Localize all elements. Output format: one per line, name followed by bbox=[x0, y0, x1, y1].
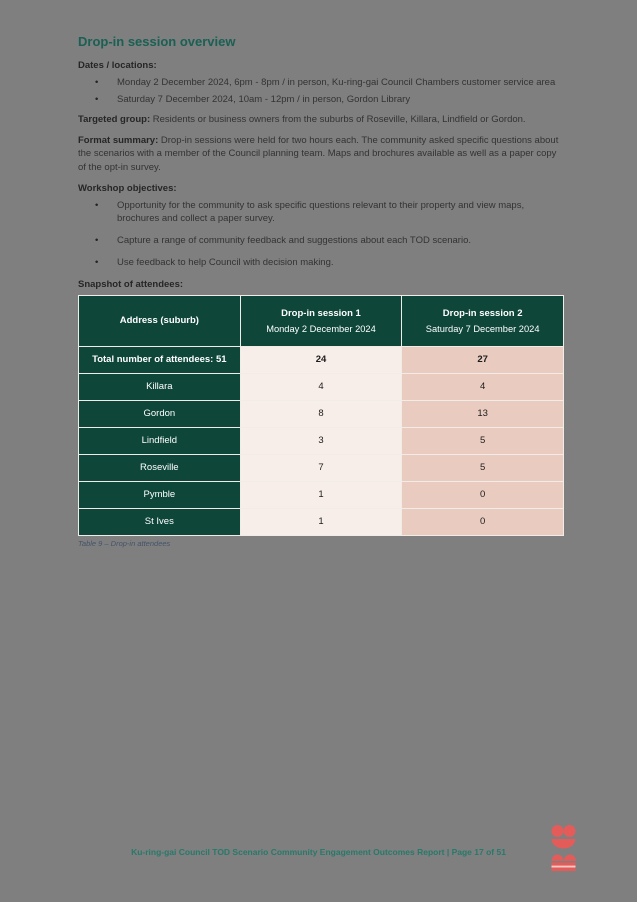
session-1-value: 7 bbox=[240, 454, 402, 481]
session-1-value: 1 bbox=[240, 481, 402, 508]
snapshot-attendees-label: Snapshot of attendees: bbox=[78, 278, 184, 290]
format-summary-text: Drop-in sessions were held for two hours each. The community asked specific questions about the scenarios with a member of the Council planning team. Maps and brochures available as well as a paper copy of the opt-in survey. bbox=[78, 134, 559, 173]
table-row bbox=[79, 481, 564, 508]
bullet-text: Monday 2 December 2024, 6pm - 8pm / in person, Ku-ring-gai Council Chambers customer service area bbox=[117, 77, 556, 88]
session-2-value: 0 bbox=[402, 508, 564, 535]
session-2-value: 27 bbox=[402, 346, 564, 373]
session-1-value: 3 bbox=[240, 427, 402, 454]
dates-locations-label: Dates / locations: bbox=[78, 60, 157, 71]
row-label: Roseville bbox=[79, 454, 241, 481]
session-2-title: Drop-in session 2 bbox=[442, 307, 523, 319]
bullet-item bbox=[95, 76, 564, 89]
workshop-objectives-label: Workshop objectives: bbox=[78, 183, 177, 195]
header-session-1 bbox=[240, 295, 402, 346]
session-2-date: Saturday 7 December 2024 bbox=[425, 323, 540, 334]
row-label: Gordon bbox=[79, 400, 241, 427]
bullet-item bbox=[95, 256, 564, 269]
session-1-value: 4 bbox=[240, 373, 402, 400]
targeted-group-label: Targeted group: bbox=[78, 114, 151, 126]
row-label: Killara bbox=[79, 373, 241, 400]
attendees-table-body bbox=[79, 346, 564, 535]
header-address-suburb: Address (suburb) bbox=[79, 295, 241, 346]
bullet-item bbox=[95, 199, 564, 225]
table-row bbox=[79, 427, 564, 454]
kuringgai-council-logo-icon bbox=[551, 825, 576, 871]
bullet-item bbox=[95, 93, 564, 106]
session-2-value: 5 bbox=[402, 454, 564, 481]
row-label: St Ives bbox=[79, 508, 241, 535]
session-1-date: Monday 2 December 2024 bbox=[266, 323, 376, 334]
row-label: Total number of attendees: 51 bbox=[79, 346, 241, 373]
bullet-text: Saturday 7 December 2024, 10am - 12pm / in person, Gordon Library bbox=[117, 94, 411, 106]
attendees-table-header bbox=[79, 295, 564, 346]
session-1-value: 8 bbox=[240, 400, 402, 427]
session-1-title: Drop-in session 1 bbox=[281, 307, 361, 319]
targeted-group-paragraph bbox=[78, 113, 564, 126]
row-label: Lindfield bbox=[79, 427, 241, 454]
footer-text: Ku-ring-gai Council TOD Scenario Community Engagement Outcomes Report | Page 17 of 51 bbox=[131, 847, 506, 857]
table-row bbox=[79, 454, 564, 481]
format-summary-label: Format summary: bbox=[78, 134, 159, 146]
session-2-value: 4 bbox=[402, 373, 564, 400]
objectives-bullet-list bbox=[95, 199, 564, 269]
bullet-item bbox=[95, 234, 564, 247]
header-row bbox=[79, 295, 564, 346]
table-row-totals bbox=[79, 346, 564, 373]
session-1-value: 24 bbox=[240, 346, 402, 373]
attendees-table bbox=[78, 295, 564, 536]
bullet-text: Capture a range of community feedback and suggestions about each TOD scenario. bbox=[117, 235, 472, 247]
bullet-text: Opportunity for the community to ask specific questions relevant to their property and view maps, brochures and collect a paper survey. bbox=[117, 200, 525, 225]
format-summary-paragraph bbox=[78, 134, 564, 174]
session-2-value: 5 bbox=[402, 427, 564, 454]
bullet-text: Use feedback to help Council with decision making. bbox=[117, 257, 334, 269]
document-content bbox=[78, 34, 564, 555]
header-session-2 bbox=[402, 295, 564, 346]
dates-bullet-list bbox=[95, 76, 564, 106]
table-row bbox=[79, 400, 564, 427]
table-row bbox=[79, 373, 564, 400]
targeted-group-text: Residents or business owners from the suburbs of Roseville, Killara, Lindfield or Gordon. bbox=[152, 114, 526, 126]
page-footer bbox=[0, 847, 637, 857]
page-title: Drop-in session overview bbox=[78, 34, 236, 49]
session-1-value: 1 bbox=[240, 508, 402, 535]
table-row bbox=[79, 508, 564, 535]
table-caption: Table 9 – Drop-in attendees bbox=[78, 538, 171, 548]
row-label: Pymble bbox=[79, 481, 241, 508]
session-2-value: 0 bbox=[402, 481, 564, 508]
session-2-value: 13 bbox=[402, 400, 564, 427]
